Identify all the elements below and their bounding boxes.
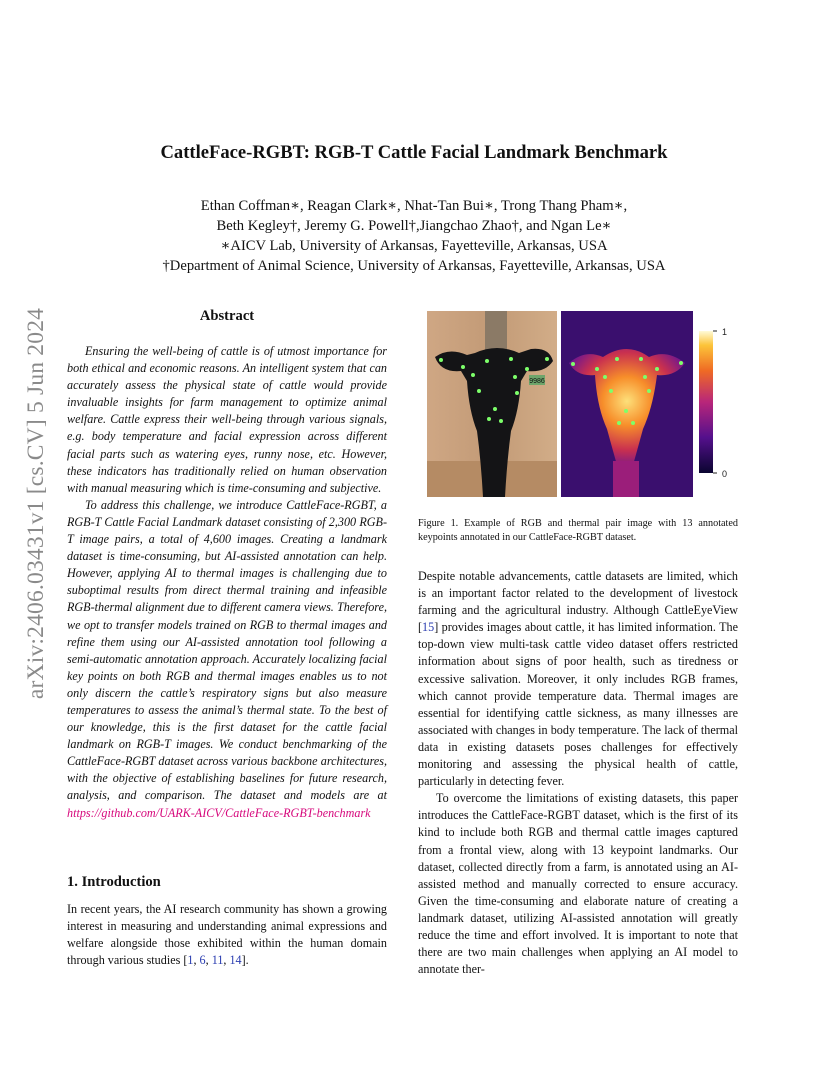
colorbar-max-label: 1 (722, 327, 728, 337)
ear-tag-number: 9986 (529, 378, 545, 385)
abstract-body (67, 343, 387, 822)
github-link[interactable]: https://github.com/UARK-AICV/CattleFace-RGBT-benchmark (67, 805, 371, 820)
rgb-cattle-image (427, 311, 557, 497)
abstract-paragraph-1: Ensuring the well-being of cattle is of utmost importance for both ethical and economic reasons. An intelligent system that can accurately assess the physical state of cattle would provide invaluable insights for farm management to optimize animal welfare. Cattle express their well-being through various signals, e.g. body temperature and facial expression across different facial parts such as watering eyes, runny nose, etc. However, these indicators has traditionally relied on human observation with manual measuring which is time-consuming and subjective. (67, 344, 387, 495)
right-paragraph-2: To overcome the limitations of existing datasets, this paper introduces the CattleFace-RGBT dataset, which is the first of its kind to include both RGB and thermal cattle images captured from a frontal view, along with 13 keypoint landmarks. Our dataset, collected directly from a farm, is annotated using an AI-assisted method and manually corrected to ensure accuracy. Given the time-consuming and elaborate nature of creating a landmark dataset, utilizing AI-assisted annotation will greatly reduce the time and effort involved. It is important to note that there are two main challenges when applying an AI model to annotate ther- (418, 791, 738, 977)
right-paragraph-1-text-a: Despite notable advancements, cattle datasets are limited, which is an important factor related to the development of livestock farming and the agricultural industry. Although CattleEyeView [ (418, 569, 738, 635)
figure-1-caption: Figure 1. Example of RGB and thermal pair image with 13 annotated keypoints annotated in our CattleFace-RGBT dataset. (418, 518, 738, 543)
arxiv-identifier-stamp (14, 298, 60, 708)
citation-separator: , (205, 953, 212, 968)
author-block (0, 196, 828, 276)
thermal-cattle-image (561, 311, 693, 497)
paper-title: CattleFace-RGBT: RGB-T Cattle Facial Landmark Benchmark (160, 142, 668, 163)
introduction-body (67, 901, 387, 969)
right-paragraph-1-text-b: ] provides images about cattle, it has limited information. The top-down view multi-task cattle video dataset offers restricted information about signs of poor health, such as tiredness or excessive salivation. Moreover, it only includes RGB frames, which cannot provide temperature data. Thermal images are essential for identifying cattle sickness, as many illnesses are associated with changes in body temperature. The lack of thermal data in existing datasets poses challenges for effectively monitoring and assessing the physical health of cattle, particularly in detecting fever. (418, 620, 738, 789)
affiliation-line-2: †Department of Animal Science, University of Arkansas, Fayetteville, Arkansas, USA (162, 258, 666, 274)
introduction-text: In recent years, the AI research community has shown a growing interest in measuring and understanding animal expressions and welfare alongside those exhibited within the human domain through various studies [ (67, 902, 387, 968)
right-paragraph-1 (418, 568, 738, 790)
introduction-heading: 1. Introduction (67, 874, 161, 890)
abstract-paragraph-2 (67, 497, 387, 822)
abstract-paragraph-2-text: To address this challenge, we introduce CattleFace-RGBT, a RGB-T Cattle Facial Landmark dataset consisting of 2,300 RGB-T image pairs, a total of 4,600 images. Creating a landmark dataset is time-consuming, but AI-assisted annotation can help. However, applying AI to thermal images is challenging due to suboptimal results from direct thermal training and infeasible RGB-thermal alignment due to different camera views. Therefore, we opt to transfer models trained on RGB to thermal images and refine them using our AI-assisted annotation tool following a semi-automatic annotation approach. Accurately localizing facial key points on both RGB and thermal images enables us to not only discern the cattle’s respiratory signs but also measure temperatures to assess the animal’s thermal state. To the best of our knowledge, this is the first dataset for the cattle facial landmark on RGB-T images. We conduct benchmarking of the CattleFace-RGBT dataset across various backbone architectures, with the objective of establishing baselines for future research, analysis, and comparison. The dataset and models are at (67, 497, 387, 803)
temperature-colorbar (699, 327, 727, 479)
citation-link[interactable]: 14 (229, 953, 242, 968)
citation-link[interactable]: 6 (199, 953, 206, 968)
citation-separator: , (223, 953, 230, 968)
author-line-1: Ethan Coffman∗, Reagan Clark∗, Nhat-Tan Bui∗, Trong Thang Pham∗, (200, 198, 628, 214)
affiliation-line-1: ∗AICV Lab, University of Arkansas, Fayetteville, Arkansas, USA (220, 238, 608, 254)
colorbar-min-label: 0 (722, 469, 728, 479)
citation-link[interactable]: 11 (211, 953, 224, 968)
abstract-heading: Abstract (199, 308, 255, 324)
right-column-body (418, 568, 738, 978)
introduction-paragraph-1 (67, 901, 387, 969)
figure-1-rgb-thermal-pair (427, 311, 733, 497)
citation-separator: , (193, 953, 200, 968)
citation-link[interactable]: 15 (422, 620, 435, 635)
citation-link[interactable]: 1 (187, 953, 194, 968)
citation-close: ]. (241, 953, 249, 968)
author-line-2: Beth Kegley†, Jeremy G. Powell†,Jiangchao Zhao†, and Ngan Le∗ (216, 218, 612, 234)
arxiv-id-text: arXiv:2406.03431v1 [cs.CV] 5 Jun 2024 (23, 307, 50, 699)
